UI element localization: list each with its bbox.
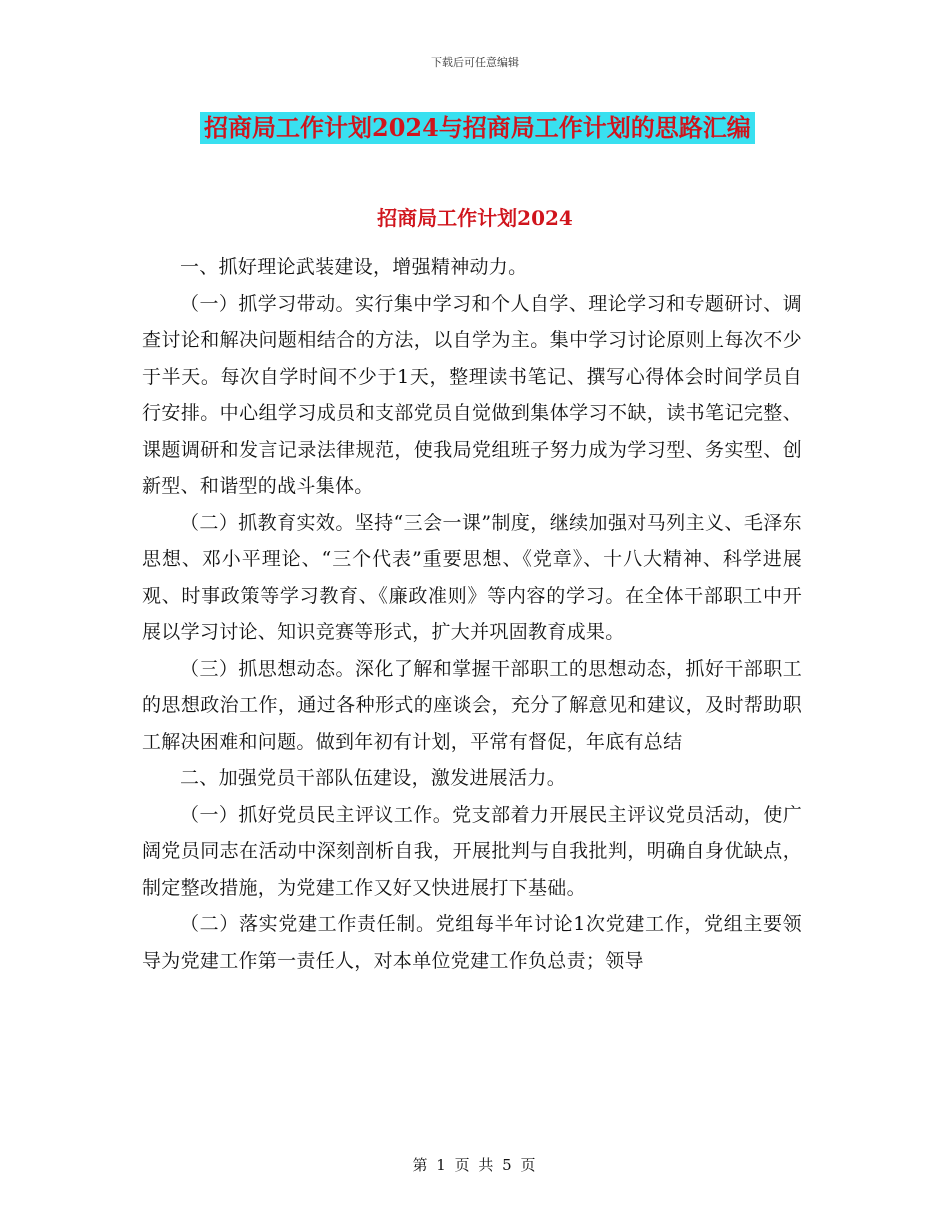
paragraph: （三）抓思想动态。深化了解和掌握干部职工的思想动态，抓好干部职工的思想政治工作，通过各种形式的座谈会，充分了解意见和建议，及时帮助职工解决困难和问题。做到年初有计划，平常有督促，年底有总结 (142, 657, 802, 753)
header-note: 下载后可任意编辑 (431, 56, 519, 69)
paragraph-heading-2: 二、加强党员干部队伍建设，激发进展活力。 (180, 767, 567, 789)
section-title: 招商局工作计划2024 (377, 206, 573, 230)
document-title-container (200, 112, 800, 144)
document-title: 招商局工作计划2024与招商局工作计划的思路汇编 (200, 112, 755, 144)
paragraph: （一）抓好党员民主评议工作。党支部着力开展民主评议党员活动，使广阔党员同志在活动中深刻剖析自我，开展批判与自我批判，明确自身优缺点，制定整改措施，为党建工作又好又快进展打下基础。 (142, 803, 802, 899)
paragraph: （二）抓教育实效。坚持“三会一课”制度，继续加强对马列主义、毛泽东思想、邓小平理论、“三个代表”重要思想、《党章》、十八大精神、科学进展观、时事政策等学习教育、《廉政准则》等内容的学习。在全体干部职工中开展以学习讨论、知识竞赛等形式，扩大并巩固教育成果。 (142, 511, 802, 643)
paragraph: （一）抓学习带动。实行集中学习和个人自学、理论学习和专题研讨、调查讨论和解决问题相结合的方法，以自学为主。集中学习讨论原则上每次不少于半天。每次自学时间不少于1天，整理读书笔记、撰写心得体会时间学员自行安排。中心组学习成员和支部党员自觉做到集体学习不缺，读书笔记完整、课题调研和发言记录法律规范，使我局党组班子努力成为学习型、务实型、创新型、和谐型的战斗集体。 (142, 292, 802, 497)
document-body (142, 249, 802, 979)
paragraph-heading-1: 一、抓好理论武装建设，增强精神动力。 (180, 256, 528, 278)
paragraph: （二）落实党建工作责任制。党组每半年讨论1次党建工作，党组主要领导为党建工作第一责任人，对本单位党建工作负总责；领导 (142, 913, 802, 972)
page-footer: 第 1 页 共 5 页 (412, 1156, 538, 1174)
